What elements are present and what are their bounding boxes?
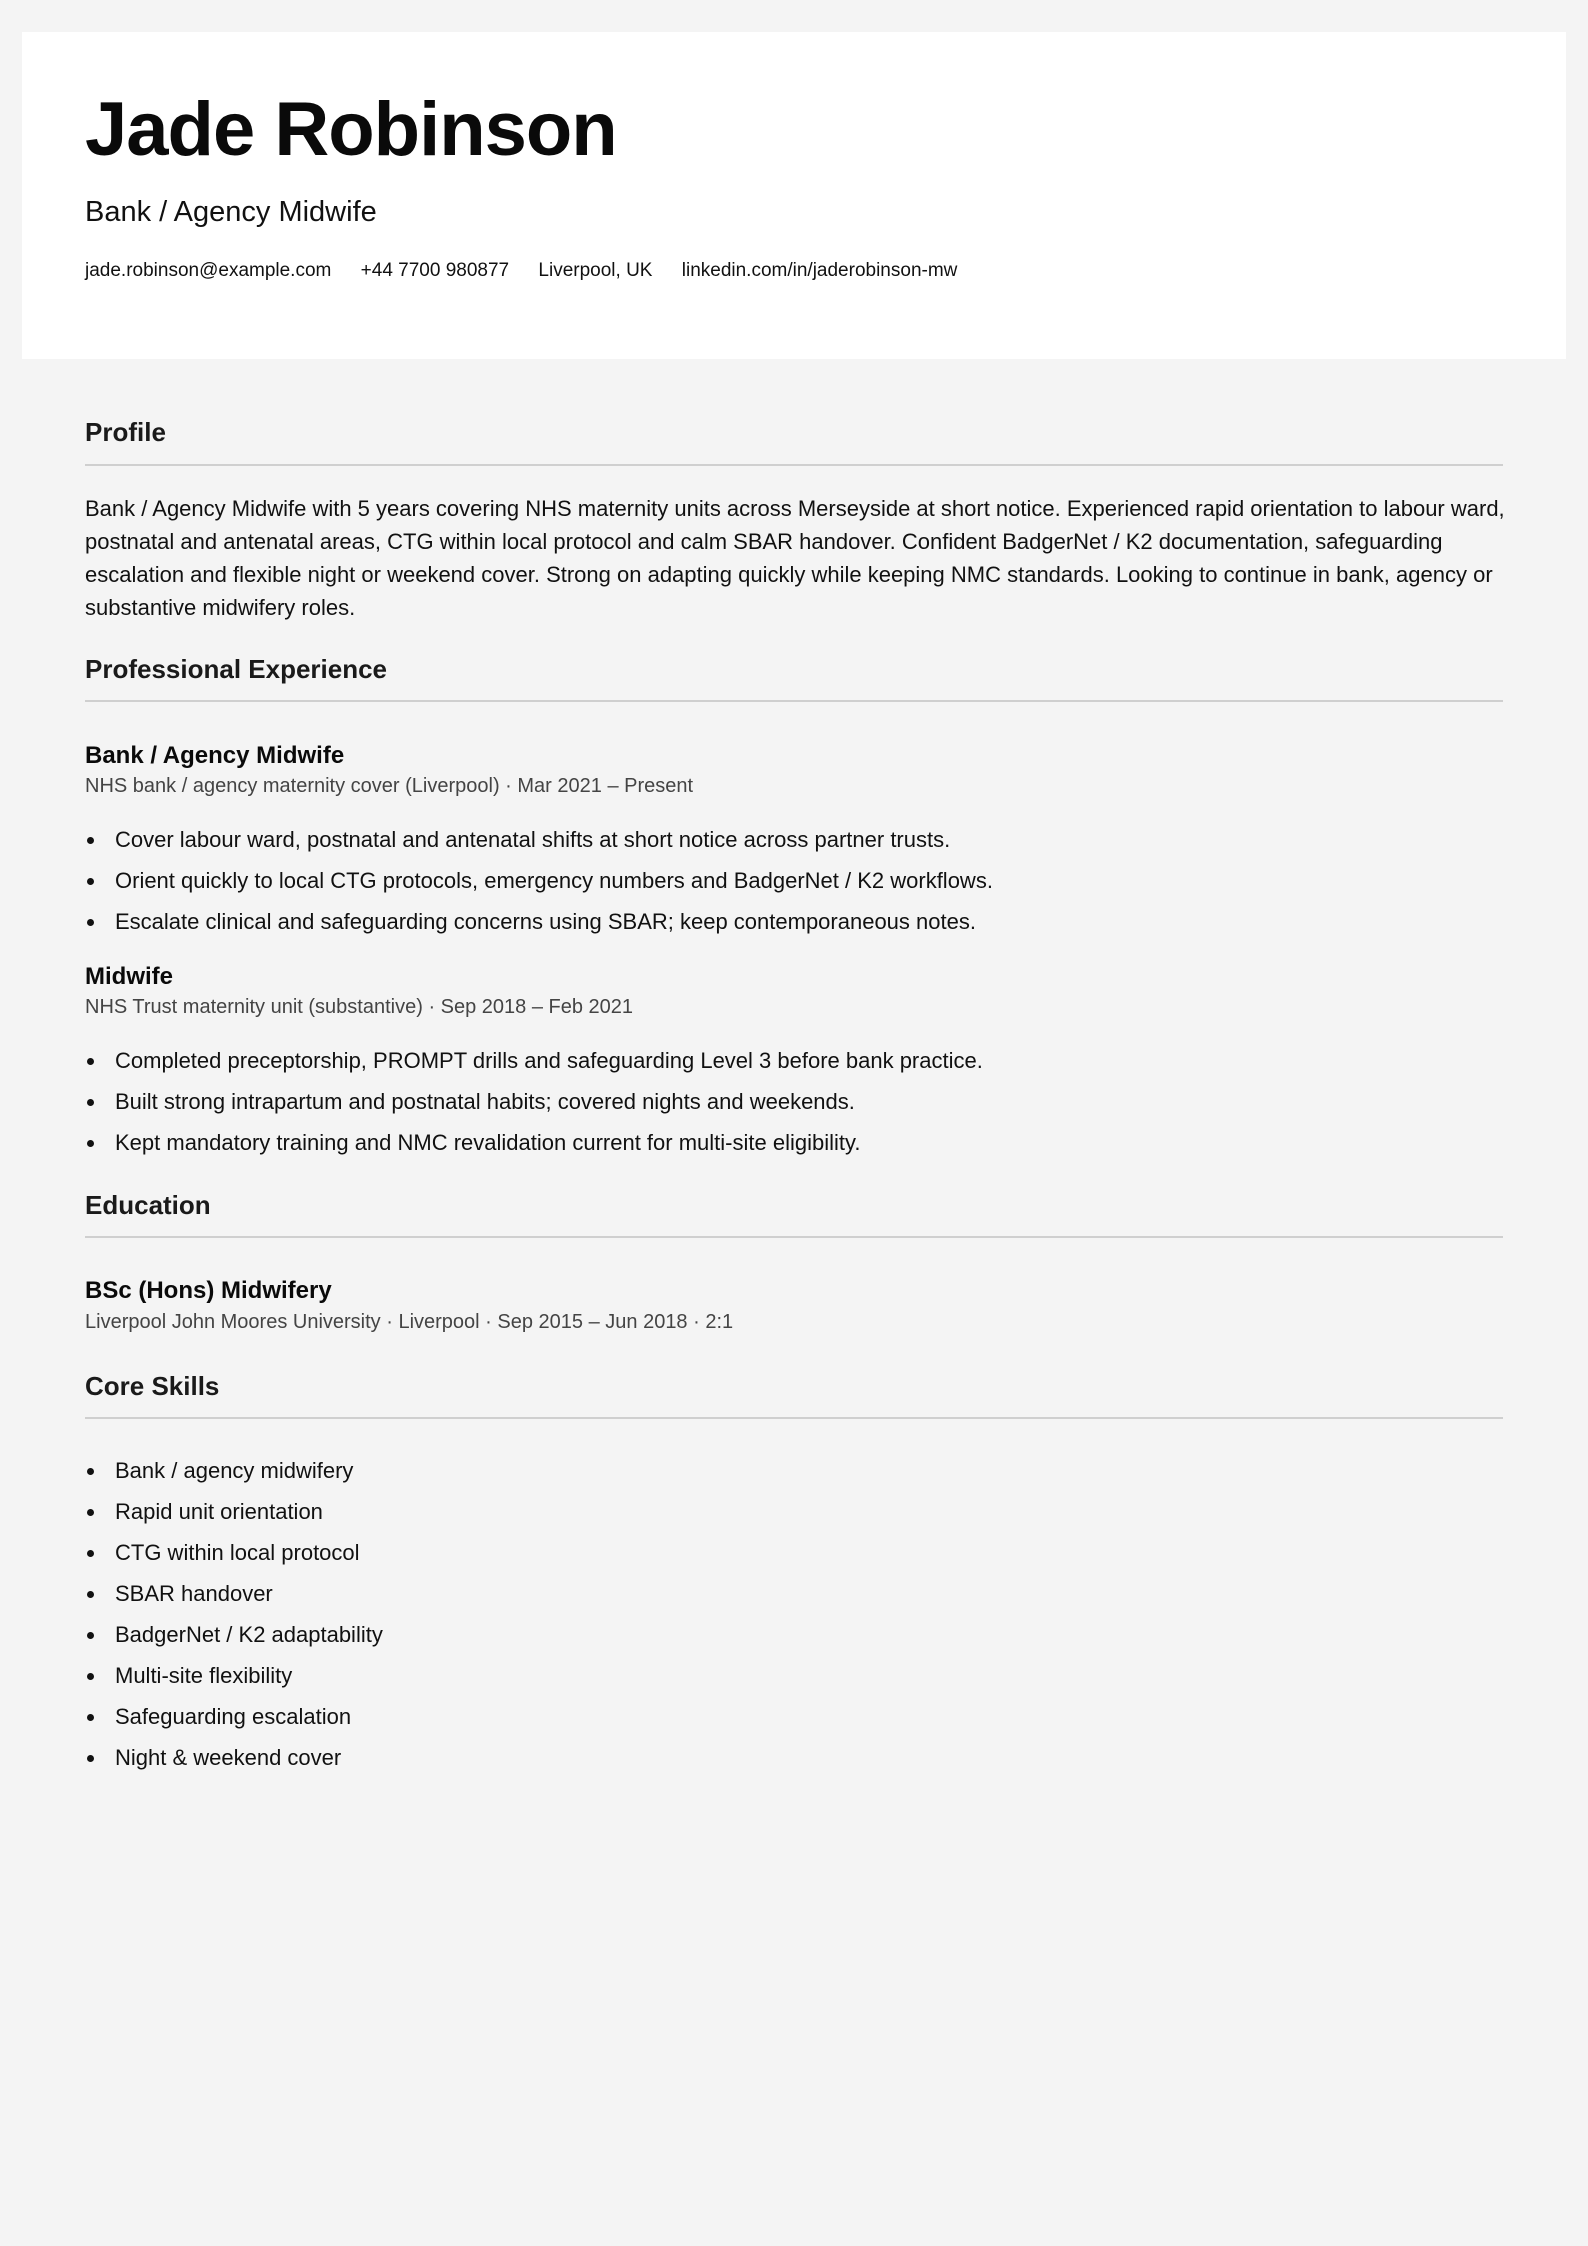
list-item: Night & weekend cover bbox=[85, 1737, 1505, 1778]
list-item: Orient quickly to local CTG protocols, emergency numbers and BadgerNet / K2 workflows. bbox=[85, 860, 1505, 901]
list-item: Kept mandatory training and NMC revalidation current for multi-site eligibility. bbox=[85, 1122, 1505, 1163]
list-item: BadgerNet / K2 adaptability bbox=[85, 1614, 1505, 1655]
list-item: CTG within local protocol bbox=[85, 1532, 1505, 1573]
skills-list bbox=[85, 1450, 1505, 1778]
candidate-role: Bank / Agency Midwife bbox=[85, 196, 377, 228]
section-divider bbox=[85, 464, 1503, 466]
section-divider bbox=[85, 1417, 1503, 1419]
section-divider bbox=[85, 1236, 1503, 1238]
job-bullets bbox=[85, 1040, 1505, 1163]
section-divider bbox=[85, 700, 1503, 702]
section-title-profile: Profile bbox=[85, 417, 166, 447]
job-title: Bank / Agency Midwife bbox=[85, 742, 345, 769]
contact-email[interactable]: jade.robinson@example.com bbox=[85, 260, 332, 281]
list-item: Multi-site flexibility bbox=[85, 1655, 1505, 1696]
section-title-education: Education bbox=[85, 1190, 211, 1220]
job-title: Midwife bbox=[85, 963, 173, 990]
section-title-skills: Core Skills bbox=[85, 1371, 220, 1401]
contact-linkedin[interactable]: linkedin.com/in/jaderobinson-mw bbox=[681, 260, 958, 281]
job-meta: NHS Trust maternity unit (substantive) · Sep 2018 – Feb 2021 bbox=[85, 996, 634, 1018]
list-item: Safeguarding escalation bbox=[85, 1696, 1505, 1737]
list-item: Rapid unit orientation bbox=[85, 1491, 1505, 1532]
list-item: SBAR handover bbox=[85, 1573, 1505, 1614]
list-item: Completed preceptorship, PROMPT drills and safeguarding Level 3 before bank practice. bbox=[85, 1040, 1505, 1081]
list-item: Built strong intrapartum and postnatal habits; covered nights and weekends. bbox=[85, 1081, 1505, 1122]
header-card bbox=[22, 32, 1566, 359]
section-title-experience: Professional Experience bbox=[85, 654, 388, 684]
candidate-name: Jade Robinson bbox=[85, 87, 617, 172]
job-bullets bbox=[85, 819, 1505, 942]
list-item: Bank / agency midwifery bbox=[85, 1450, 1505, 1491]
education-meta: Liverpool John Moores University · Liverpool · Sep 2015 – Jun 2018 · 2:1 bbox=[85, 1311, 734, 1333]
list-item: Escalate clinical and safeguarding concerns using SBAR; keep contemporaneous notes. bbox=[85, 901, 1505, 942]
contact-location: Liverpool, UK bbox=[538, 260, 653, 281]
contact-phone[interactable]: +44 7700 980877 bbox=[360, 260, 510, 281]
job-meta: NHS bank / agency maternity cover (Liverpool) · Mar 2021 – Present bbox=[85, 775, 694, 797]
education-degree: BSc (Hons) Midwifery bbox=[85, 1277, 332, 1304]
contact-row bbox=[85, 260, 981, 282]
profile-summary: Bank / Agency Midwife with 5 years covering NHS maternity units across Merseyside at short notice. Experienced rapid orientation to labour ward, postnatal and antenatal areas, CTG within local protocol and calm SBAR handover. Confident BadgerNet / K2 documentation, safeguarding escalation and flexible night or weekend cover. Strong on adapting quickly while keeping NMC standards. Looking to continue in bank, agency or substantive midwifery roles. bbox=[85, 496, 1505, 620]
list-item: Cover labour ward, postnatal and antenatal shifts at short notice across partner trusts. bbox=[85, 819, 1505, 860]
